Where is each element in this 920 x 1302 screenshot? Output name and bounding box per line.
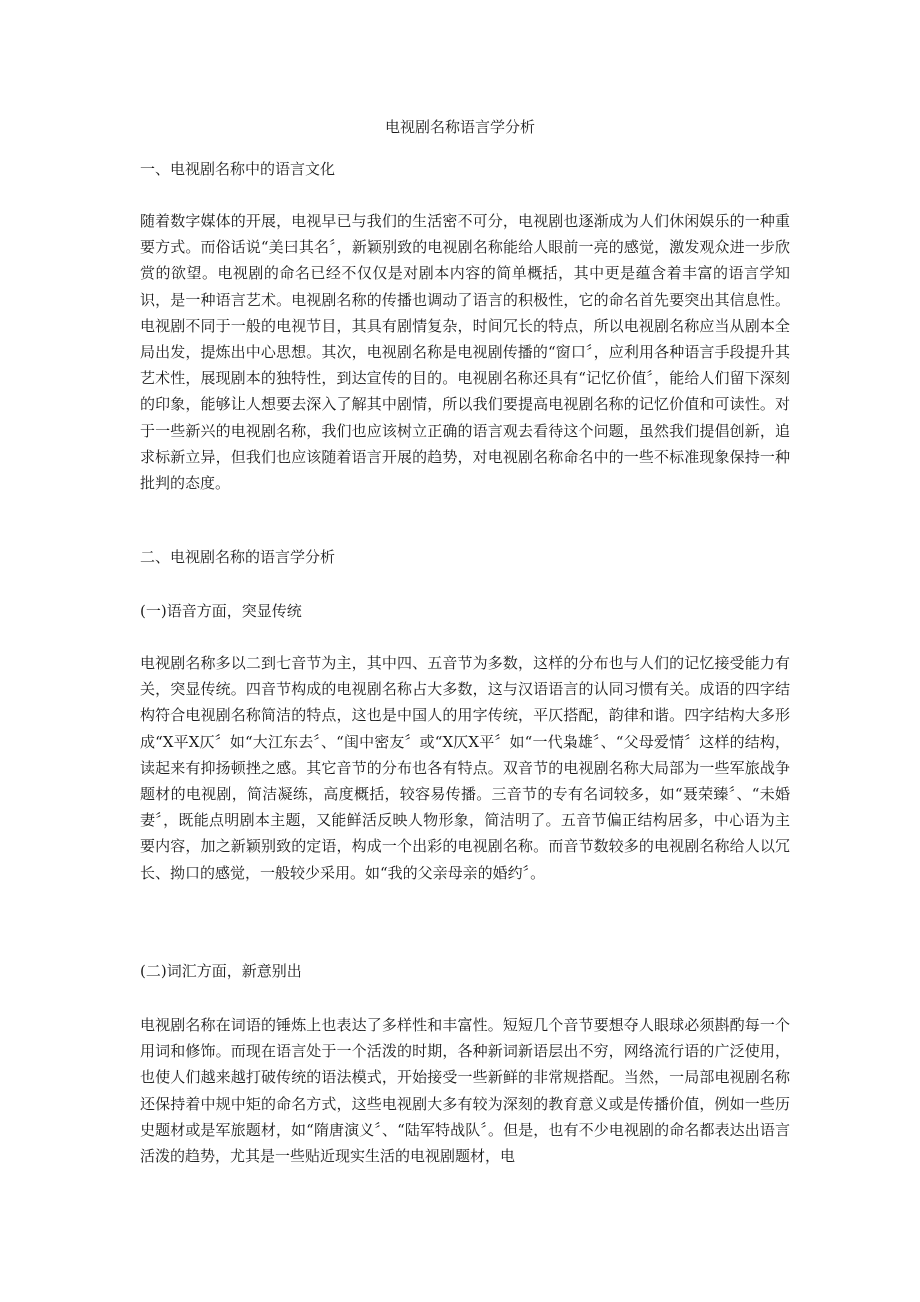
subsection-paragraph-vocabulary: 电视剧名称在词语的锤炼上也表达了多样性和丰富性。短短几个音节要想夺人眼球必须斟酌每一个用词和修饰。而现在语言处于一个活泼的时期，各种新词新语层出不穷，网络流行语的广泛使用，也使人们越来越打破传统的语法模式，开始接受一些新鲜的非常规搭配。当然，一局部电视剧名称还保持着中规中矩的命名方式，这些电视剧大多有较为深刻的教育意义或是传播价值，例如一些历史题材或是军旅题材，如“隋唐演义〞、“陆军特战队〞。但是，也有不少电视剧的命名都表达出语言活泼的趋势，尤其是一些贴近现实生活的电视剧题材，电: [140, 1016, 790, 1166]
section-heading-2: 二、电视剧名称的语言学分析: [140, 548, 336, 566]
subsection-heading-vocabulary: (二)词汇方面，新意别出: [140, 962, 302, 980]
section-paragraph-1: 随着数字媒体的开展，电视早已与我们的生活密不可分，电视剧也逐渐成为人们休闲娱乐的一种重要方式。而俗话说“美曰其名〞，新颖别致的电视剧名称能给人眼前一亮的感觉，激发观众进一步欣赏的欲望。电视剧的命名已经不仅仅是对剧本内容的简单概括，其中更是蕴含着丰富的语言学知识，是一种语言艺术。电视剧名称的传播也调动了语言的积极性，它的命名首先要突出其信息性。电视剧不同于一般的电视节目，其具有剧情复杂，时间冗长的特点，所以电视剧名称应当从剧本全局出发，提炼出中心思想。其次，电视剧名称是电视剧传播的“窗口〞，应利用各种语言手段提升其艺术性，展现剧本的独特性，到达宣传的目的。电视剧名称还具有“记忆价值〞，能给人们留下深刻的印象，能够让人想要去深入了解其中剧情，所以我们要提高电视剧名称的记忆价值和可读性。对于一些新兴的电视剧名称，我们也应该树立正确的语言观去看待这个问题，虽然我们提倡创新，追求标新立异，但我们也应该随着语言开展的趋势，对电视剧名称命名中的一些不标准现象保持一种批判的态度。: [140, 212, 790, 493]
document-title: 电视剧名称语言学分析: [384, 118, 535, 136]
section-heading-1: 一、电视剧名称中的语言文化: [140, 160, 336, 178]
subsection-heading-phonetics: (一)语音方面，突显传统: [140, 602, 302, 620]
subsection-paragraph-phonetics: 电视剧名称多以二到七音节为主，其中四、五音节为多数，这样的分布也与人们的记忆接受能力有关，突显传统。四音节构成的电视剧名称占大多数，这与汉语语言的认同习惯有关。成语的四字结构符合电视剧名称简洁的特点，这也是中国人的用字传统，平仄搭配，韵律和谐。四字结构大多形成“X平X仄〞如“大江东去〞、“闺中密友〞或“X仄X平〞如“一代枭雄〞、“父母爱情〞这样的结构，读起来有抑扬顿挫之感。其它音节的分布也各有特点。双音节的电视剧名称大局部为一些军旅战争题材的电视剧，简洁凝练，高度概括，较容易传播。三音节的专有名词较多，如“聂荣臻〞、“未婚妻〞，既能点明剧本主题，又能鲜活反映人物形象，简洁明了。五音节偏正结构居多，中心语为主要内容，加之新颖别致的定语，构成一个出彩的电视剧名称。而音节数较多的电视剧名称给人以冗长、拗口的感觉，一般较少采用。如“我的父亲母亲的婚约〞。: [140, 654, 790, 882]
